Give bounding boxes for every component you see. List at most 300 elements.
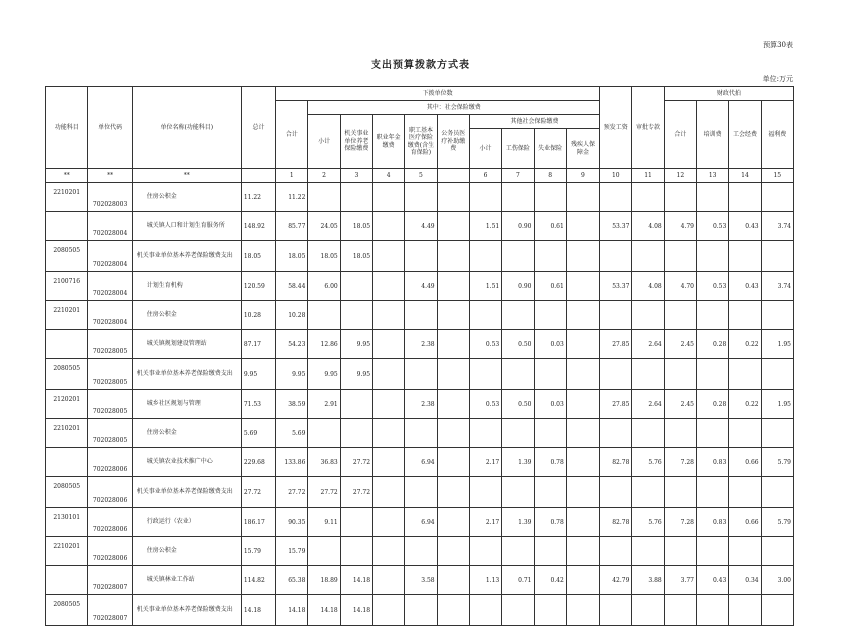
value-cell: [697, 359, 729, 390]
value-cell: 2.17: [469, 508, 501, 537]
value-cell: 54.23: [276, 330, 308, 359]
func-code-cell: 2100716: [46, 272, 88, 301]
value-cell: [566, 419, 599, 448]
header-zgyl: 职工基本医疗保险缴费(含生育保险): [405, 115, 437, 169]
value-cell: 90.35: [276, 508, 308, 537]
header-func: 功能科目: [46, 87, 88, 169]
value-cell: [437, 241, 469, 272]
value-cell: 15.79: [276, 537, 308, 566]
value-cell: 1.51: [469, 272, 501, 301]
total-cell: 148.92: [241, 212, 275, 241]
value-cell: [502, 183, 534, 212]
value-cell: 0.28: [697, 390, 729, 419]
value-cell: [308, 301, 340, 330]
value-cell: [729, 419, 761, 448]
unit-name-cell: 机关事业单位基本养老保险缴费支出: [132, 477, 241, 508]
total-cell: 229.68: [241, 448, 275, 477]
value-cell: [632, 359, 664, 390]
value-cell: 3.77: [664, 566, 696, 595]
unit-code-cell: 702028004: [88, 272, 132, 301]
value-cell: 3.74: [761, 212, 793, 241]
value-cell: 0.90: [502, 212, 534, 241]
value-cell: [405, 537, 437, 566]
total-cell: 9.95: [241, 359, 275, 390]
value-cell: [405, 241, 437, 272]
value-cell: [373, 301, 405, 330]
value-cell: 5.76: [632, 448, 664, 477]
value-cell: 1.13: [469, 566, 501, 595]
value-cell: [534, 241, 566, 272]
value-cell: 27.72: [340, 448, 372, 477]
value-cell: [502, 241, 534, 272]
total-cell: 120.59: [241, 272, 275, 301]
value-cell: 0.43: [729, 212, 761, 241]
table-number: 预算30表: [763, 41, 793, 49]
value-cell: [664, 183, 696, 212]
value-cell: 14.18: [308, 595, 340, 626]
value-cell: [729, 183, 761, 212]
value-cell: 3.74: [761, 272, 793, 301]
value-cell: [534, 359, 566, 390]
unit-label: 单位:万元: [762, 75, 793, 83]
value-cell: [469, 301, 501, 330]
column-number-row: [46, 169, 794, 183]
value-cell: [664, 359, 696, 390]
value-cell: [502, 595, 534, 626]
value-cell: 5.69: [276, 419, 308, 448]
value-cell: 0.66: [729, 508, 761, 537]
value-cell: 5.79: [761, 508, 793, 537]
value-cell: [664, 477, 696, 508]
value-cell: [697, 595, 729, 626]
unit-code-cell: 702028005: [88, 330, 132, 359]
value-cell: 1.51: [469, 212, 501, 241]
value-cell: [664, 241, 696, 272]
value-cell: 1.39: [502, 448, 534, 477]
value-cell: [373, 390, 405, 419]
unit-name-cell: 住房公积金: [132, 419, 241, 448]
value-cell: [373, 272, 405, 301]
column-number-cell: 11: [632, 169, 664, 183]
value-cell: [632, 183, 664, 212]
value-cell: [697, 183, 729, 212]
value-cell: [697, 241, 729, 272]
unit-name-cell: 机关事业单位基本养老保险缴费支出: [132, 359, 241, 390]
header-name: 单位名称(功能科目): [132, 87, 241, 169]
value-cell: [437, 595, 469, 626]
value-cell: 5.79: [761, 448, 793, 477]
table-row: [46, 537, 794, 566]
value-cell: [534, 419, 566, 448]
value-cell: [373, 537, 405, 566]
table-row: [46, 390, 794, 419]
header-qizhong: 其中：社会保险缴费: [308, 101, 600, 115]
value-cell: [437, 330, 469, 359]
value-cell: 0.03: [534, 330, 566, 359]
value-cell: 9.95: [340, 359, 372, 390]
header-gsbx: 工伤保险: [502, 129, 534, 169]
value-cell: [632, 241, 664, 272]
page-title: 支出预算拨款方式表: [371, 60, 470, 71]
header-ghjf: 工会经费: [729, 101, 761, 169]
value-cell: [405, 359, 437, 390]
func-code-cell: 2080505: [46, 595, 88, 626]
value-cell: 0.28: [697, 330, 729, 359]
value-cell: [664, 595, 696, 626]
value-cell: 9.95: [340, 330, 372, 359]
value-cell: 0.43: [729, 272, 761, 301]
unit-name-cell: 机关事业单位基本养老保险缴费支出: [132, 595, 241, 626]
value-cell: [729, 537, 761, 566]
unit-code-cell: 702028006: [88, 448, 132, 477]
value-cell: 18.05: [308, 241, 340, 272]
value-cell: 7.28: [664, 508, 696, 537]
value-cell: [566, 390, 599, 419]
value-cell: 3.00: [761, 566, 793, 595]
value-cell: 2.91: [308, 390, 340, 419]
column-number-cell: **: [88, 169, 132, 183]
value-cell: [566, 272, 599, 301]
total-cell: 71.53: [241, 390, 275, 419]
header-sbzk: 审批专款: [632, 87, 664, 169]
value-cell: 18.05: [340, 241, 372, 272]
table-row: [46, 508, 794, 537]
value-cell: [761, 595, 793, 626]
value-cell: 27.72: [340, 477, 372, 508]
func-code-cell: 2210201: [46, 183, 88, 212]
value-cell: [340, 537, 372, 566]
value-cell: 4.79: [664, 212, 696, 241]
value-cell: [373, 508, 405, 537]
value-cell: [566, 508, 599, 537]
value-cell: 11.22: [276, 183, 308, 212]
value-cell: [437, 359, 469, 390]
value-cell: [308, 183, 340, 212]
value-cell: 2.17: [469, 448, 501, 477]
value-cell: 27.72: [276, 477, 308, 508]
value-cell: [373, 566, 405, 595]
value-cell: [632, 477, 664, 508]
func-code-cell: 2080505: [46, 241, 88, 272]
value-cell: 2.45: [664, 330, 696, 359]
value-cell: [308, 537, 340, 566]
header-jfgz: 预发工资: [600, 87, 632, 169]
header-hj: 合计: [276, 101, 308, 169]
value-cell: 58.44: [276, 272, 308, 301]
value-cell: 82.78: [600, 448, 632, 477]
value-cell: [469, 595, 501, 626]
total-cell: 114.82: [241, 566, 275, 595]
value-cell: 53.37: [600, 212, 632, 241]
header-code: 单位代码: [88, 87, 132, 169]
value-cell: [729, 595, 761, 626]
table-row: [46, 566, 794, 595]
value-cell: [373, 330, 405, 359]
value-cell: 38.59: [276, 390, 308, 419]
unit-name-cell: 行政运行（农业）: [132, 508, 241, 537]
value-cell: [308, 419, 340, 448]
header-xiabo: 下拨单位数: [276, 87, 600, 101]
func-code-cell: 2080505: [46, 359, 88, 390]
column-number-cell: 8: [534, 169, 566, 183]
value-cell: [502, 301, 534, 330]
value-cell: [566, 359, 599, 390]
value-cell: 2.64: [632, 390, 664, 419]
value-cell: [632, 537, 664, 566]
value-cell: 2.38: [405, 330, 437, 359]
value-cell: 53.37: [600, 272, 632, 301]
unit-name-cell: 住房公积金: [132, 537, 241, 566]
table-row: [46, 241, 794, 272]
value-cell: [437, 183, 469, 212]
value-cell: [373, 212, 405, 241]
table-row: [46, 359, 794, 390]
value-cell: [437, 448, 469, 477]
value-cell: [373, 419, 405, 448]
table-row: [46, 330, 794, 359]
value-cell: [437, 390, 469, 419]
func-code-cell: [46, 212, 88, 241]
value-cell: [437, 301, 469, 330]
value-cell: 4.08: [632, 212, 664, 241]
value-cell: [469, 537, 501, 566]
value-cell: [437, 212, 469, 241]
column-number-cell: 13: [697, 169, 729, 183]
table-row: [46, 419, 794, 448]
value-cell: 0.83: [697, 448, 729, 477]
func-code-cell: 2130101: [46, 508, 88, 537]
value-cell: 14.18: [340, 595, 372, 626]
value-cell: 2.64: [632, 330, 664, 359]
header-qtsb: 其他社会保险缴费: [469, 115, 599, 129]
column-number-cell: 14: [729, 169, 761, 183]
value-cell: [566, 595, 599, 626]
column-number-cell: 9: [566, 169, 599, 183]
value-cell: [437, 272, 469, 301]
unit-code-cell: 702028006: [88, 508, 132, 537]
unit-name-cell: 城关镇林业工作站: [132, 566, 241, 595]
unit-name-cell: 城关镇农业技术推广中心: [132, 448, 241, 477]
value-cell: 82.78: [600, 508, 632, 537]
value-cell: 0.66: [729, 448, 761, 477]
value-cell: [729, 241, 761, 272]
value-cell: 1.39: [502, 508, 534, 537]
value-cell: 9.95: [276, 359, 308, 390]
header-total: 总计: [241, 87, 275, 169]
total-cell: 10.28: [241, 301, 275, 330]
value-cell: 0.53: [697, 212, 729, 241]
total-cell: 15.79: [241, 537, 275, 566]
value-cell: 36.83: [308, 448, 340, 477]
value-cell: [632, 419, 664, 448]
unit-code-cell: 702028005: [88, 359, 132, 390]
value-cell: 0.78: [534, 508, 566, 537]
value-cell: [534, 477, 566, 508]
value-cell: [761, 359, 793, 390]
value-cell: [566, 183, 599, 212]
value-cell: [566, 330, 599, 359]
value-cell: [761, 537, 793, 566]
value-cell: 9.11: [308, 508, 340, 537]
value-cell: [340, 272, 372, 301]
value-cell: [729, 477, 761, 508]
column-number-cell: 2: [308, 169, 340, 183]
total-cell: 5.69: [241, 419, 275, 448]
unit-name-cell: 机关事业单位基本养老保险缴费支出: [132, 241, 241, 272]
value-cell: [502, 477, 534, 508]
column-number-cell: 4: [373, 169, 405, 183]
value-cell: 27.85: [600, 330, 632, 359]
value-cell: [566, 241, 599, 272]
header-sybx: 失业保险: [534, 129, 566, 169]
value-cell: 2.38: [405, 390, 437, 419]
value-cell: 5.76: [632, 508, 664, 537]
unit-name-cell: 计划生育机构: [132, 272, 241, 301]
unit-code-cell: 702028004: [88, 241, 132, 272]
value-cell: [534, 595, 566, 626]
value-cell: [502, 537, 534, 566]
table-row: [46, 183, 794, 212]
column-number-cell: 3: [340, 169, 372, 183]
column-number-cell: **: [46, 169, 88, 183]
total-cell: 11.22: [241, 183, 275, 212]
value-cell: [566, 301, 599, 330]
func-code-cell: 2210201: [46, 301, 88, 330]
value-cell: 7.28: [664, 448, 696, 477]
total-cell: 87.17: [241, 330, 275, 359]
value-cell: 65.38: [276, 566, 308, 595]
value-cell: 1.95: [761, 390, 793, 419]
func-code-cell: [46, 330, 88, 359]
header-cz-hj: 合计: [664, 101, 696, 169]
column-number-cell: [437, 169, 469, 183]
unit-name-cell: 城乡社区规划与管理: [132, 390, 241, 419]
value-cell: [664, 419, 696, 448]
column-number-cell: 1: [276, 169, 308, 183]
table-row: [46, 272, 794, 301]
column-number-cell: **: [132, 169, 241, 183]
column-number-cell: 7: [502, 169, 534, 183]
value-cell: [761, 419, 793, 448]
value-cell: 0.22: [729, 390, 761, 419]
value-cell: [373, 359, 405, 390]
value-cell: [664, 301, 696, 330]
table-row: [46, 212, 794, 241]
value-cell: 14.18: [276, 595, 308, 626]
value-cell: [600, 301, 632, 330]
value-cell: 4.49: [405, 212, 437, 241]
value-cell: 27.85: [600, 390, 632, 419]
total-cell: 18.05: [241, 241, 275, 272]
value-cell: [566, 477, 599, 508]
total-cell: 14.18: [241, 595, 275, 626]
value-cell: 12.86: [308, 330, 340, 359]
value-cell: [373, 241, 405, 272]
value-cell: 0.71: [502, 566, 534, 595]
value-cell: [469, 477, 501, 508]
column-number-cell: 10: [600, 169, 632, 183]
value-cell: [405, 477, 437, 508]
value-cell: [729, 301, 761, 330]
value-cell: [534, 301, 566, 330]
value-cell: [340, 419, 372, 448]
value-cell: [405, 183, 437, 212]
unit-code-cell: 702028004: [88, 301, 132, 330]
value-cell: 6.94: [405, 508, 437, 537]
value-cell: 6.00: [308, 272, 340, 301]
unit-code-cell: 702028007: [88, 595, 132, 626]
value-cell: [697, 301, 729, 330]
value-cell: [373, 448, 405, 477]
unit-code-cell: 702028005: [88, 419, 132, 448]
table-row: [46, 477, 794, 508]
func-code-cell: [46, 448, 88, 477]
value-cell: 0.53: [697, 272, 729, 301]
value-cell: [373, 183, 405, 212]
value-cell: 10.28: [276, 301, 308, 330]
value-cell: 4.70: [664, 272, 696, 301]
value-cell: [340, 301, 372, 330]
value-cell: [600, 419, 632, 448]
func-code-cell: 2120201: [46, 390, 88, 419]
value-cell: [600, 537, 632, 566]
value-cell: 133.86: [276, 448, 308, 477]
header-cjr: 残疾人保障金: [566, 129, 599, 169]
value-cell: [600, 241, 632, 272]
value-cell: [566, 448, 599, 477]
value-cell: [437, 419, 469, 448]
value-cell: 18.05: [276, 241, 308, 272]
value-cell: 24.05: [308, 212, 340, 241]
value-cell: 3.88: [632, 566, 664, 595]
header-jgsy: 机关事业单位养老保险缴费: [340, 115, 372, 169]
value-cell: [600, 359, 632, 390]
unit-name-cell: 城关镇人口和计划生育服务所: [132, 212, 241, 241]
header-pxf: 培训费: [697, 101, 729, 169]
value-cell: [405, 595, 437, 626]
value-cell: 3.58: [405, 566, 437, 595]
value-cell: 4.08: [632, 272, 664, 301]
unit-code-cell: 702028004: [88, 212, 132, 241]
header-xiaoji: 小计: [308, 115, 340, 169]
value-cell: [469, 241, 501, 272]
value-cell: 0.34: [729, 566, 761, 595]
value-cell: 18.05: [340, 212, 372, 241]
value-cell: 0.61: [534, 272, 566, 301]
header-gwyyl: 公务员医疗补助缴费: [437, 115, 469, 169]
budget-table: [45, 86, 794, 626]
total-cell: 186.17: [241, 508, 275, 537]
column-number-cell: [241, 169, 275, 183]
value-cell: [697, 537, 729, 566]
value-cell: [469, 419, 501, 448]
value-cell: [437, 508, 469, 537]
value-cell: 0.78: [534, 448, 566, 477]
value-cell: [469, 183, 501, 212]
value-cell: [437, 537, 469, 566]
value-cell: [437, 566, 469, 595]
value-cell: 6.94: [405, 448, 437, 477]
total-cell: 27.72: [241, 477, 275, 508]
value-cell: [761, 301, 793, 330]
func-code-cell: 2210201: [46, 537, 88, 566]
unit-name-cell: 住房公积金: [132, 183, 241, 212]
column-number-cell: 15: [761, 169, 793, 183]
value-cell: [729, 359, 761, 390]
value-cell: [566, 566, 599, 595]
value-cell: [340, 390, 372, 419]
value-cell: 0.42: [534, 566, 566, 595]
